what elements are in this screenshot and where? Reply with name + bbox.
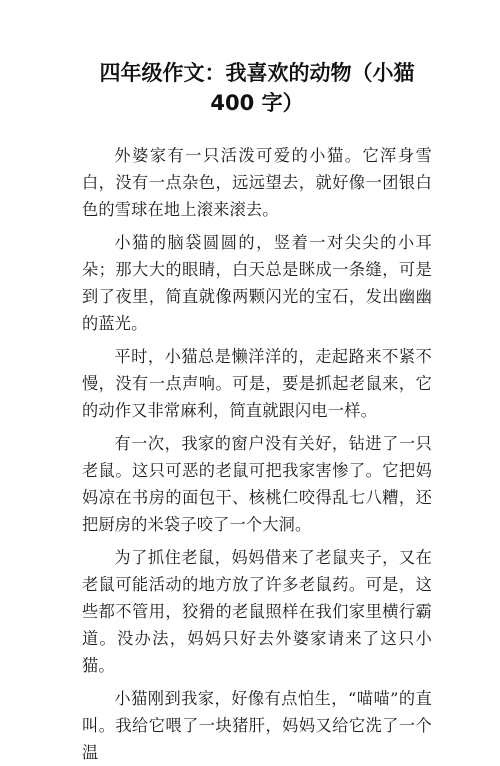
title-line-2: 400 字） <box>210 91 304 115</box>
article-body <box>82 142 432 766</box>
paragraph: 有一次，我家的窗户没有关好，钻进了一只老鼠。这只可恶的老鼠可把我家害惨了。它把妈妈凉在书房的面包干、核桃仁咬得乱七八糟，还把厨房的米袋子咬了一个大洞。 <box>82 434 432 534</box>
title-line-1: 四年级作文：我喜欢的动物（小猫 <box>99 61 415 85</box>
paragraph: 外婆家有一只活泼可爱的小猫。它浑身雪白，没有一点杂色，远远望去，就好像一团银白色的雪球在地上滚来滚去。 <box>82 146 432 219</box>
paragraph: 为了抓住老鼠，妈妈借来了老鼠夹子，又在老鼠可能活动的地方放了许多老鼠药。可是，这些都不管用，狡猾的老鼠照样在我们家里横行霸道。没办法，妈妈只好去外婆家请来了这只小猫。 <box>82 548 432 675</box>
page-title <box>82 58 432 118</box>
paragraph: 平时，小猫总是懒洋洋的，走起路来不紧不慢，没有一点声响。可是，要是抓起老鼠来，它的动作又非常麻利，简直就跟闪电一样。 <box>82 347 432 420</box>
paragraph: 小猫的脑袋圆圆的，竖着一对尖尖的小耳朵；那大大的眼睛，白天总是眯成一条缝，可是到了夜里，简直就像两颗闪光的宝石，发出幽幽的蓝光。 <box>82 233 432 333</box>
paragraph: 小猫刚到我家，好像有点怕生，“喵喵”的直叫。我给它喂了一块猪肝，妈妈又给它洗了一个温 <box>82 689 432 762</box>
